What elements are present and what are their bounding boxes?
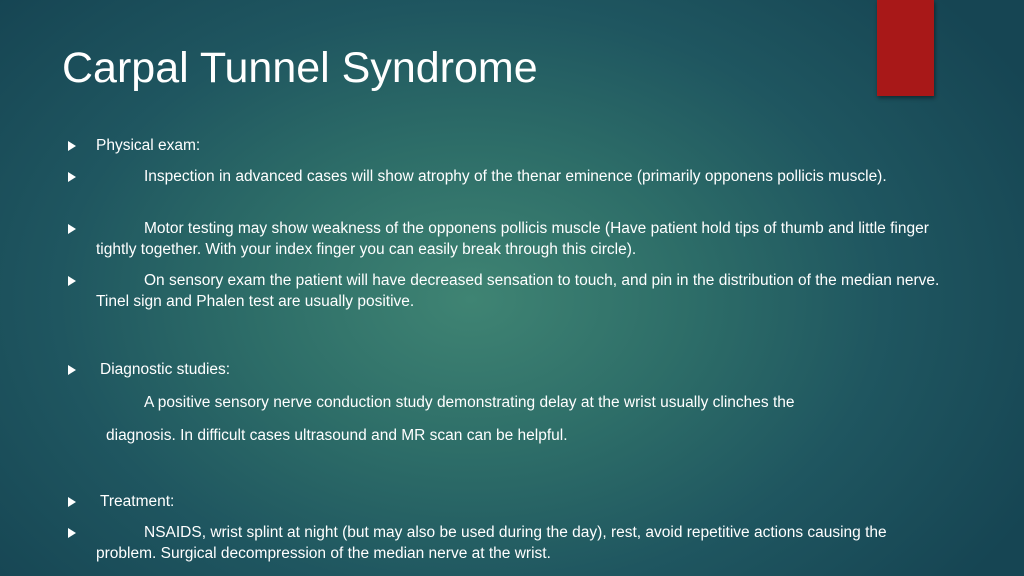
- bullet-arrow-icon: [68, 172, 76, 182]
- bullet-motor-testing: [96, 218, 966, 260]
- bullet-arrow-icon: [68, 528, 76, 538]
- bullet-diagnostic-studies: Diagnostic studies:: [100, 361, 231, 378]
- bullet-arrow-icon: [68, 497, 76, 507]
- bullet-arrow-icon: [68, 365, 76, 375]
- slide-title: Carpal Tunnel Syndrome: [62, 44, 538, 92]
- accent-bar: [877, 0, 934, 96]
- bullet-arrow-icon: [68, 224, 76, 234]
- bullet-nsaids-text: NSAIDS, wrist splint at night (but may also be used during the day), rest, avoid repetitive actions causing the problem. Surgical decompression of the median nerve at the wrist.: [96, 524, 887, 562]
- bullet-sensory-exam: [96, 270, 956, 312]
- bullet-inspection: [96, 166, 916, 187]
- bullet-physical-exam: Physical exam:: [96, 137, 201, 154]
- bullet-treatment: Treatment:: [100, 493, 175, 510]
- diagnostic-line-2: diagnosis. In difficult cases ultrasound and MR scan can be helpful.: [106, 427, 568, 444]
- bullet-arrow-icon: [68, 276, 76, 286]
- bullet-sensory-exam-text: On sensory exam the patient will have decreased sensation to touch, and pin in the distribution of the median nerve. Tinel sign and Phalen test are usually positive.: [96, 272, 940, 310]
- diagnostic-line-1: A positive sensory nerve conduction study demonstrating delay at the wrist usually clinches the: [144, 394, 795, 411]
- bullet-arrow-icon: [68, 141, 76, 151]
- bullet-motor-testing-text: Motor testing may show weakness of the opponens pollicis muscle (Have patient hold tips of thumb and little finger tightly together. With your index finger you can easily break through this circle).: [96, 220, 929, 258]
- bullet-nsaids: [96, 522, 946, 564]
- bullet-inspection-text: Inspection in advanced cases will show atrophy of the thenar eminence (primarily opponens pollicis muscle).: [144, 168, 887, 185]
